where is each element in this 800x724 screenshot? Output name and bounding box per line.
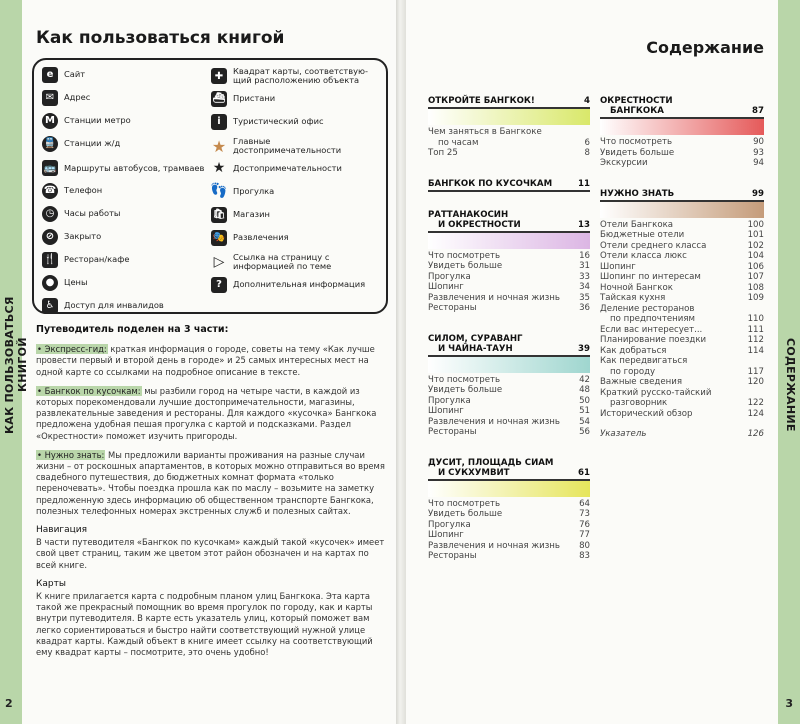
toc-entry: [600, 398, 764, 409]
toc-entry-title: Если вас интересует...: [600, 324, 703, 335]
right-page-number: 3: [785, 697, 793, 710]
toc-entry-page: 102: [747, 240, 764, 251]
legend-label: Прогулка: [233, 186, 275, 196]
metro-icon: M: [42, 113, 58, 129]
toc-entry: [428, 375, 590, 386]
toc-entry: [428, 261, 590, 272]
toc-entry-title: Шопинг: [600, 261, 636, 272]
book-gutter: [396, 0, 406, 724]
legend-label: Достопримечательности: [233, 163, 342, 173]
toc-section: [600, 96, 764, 169]
toc-section-title-line: ОТКРОЙТЕ БАНГКОК!: [428, 96, 535, 106]
toc-entry: [600, 377, 764, 388]
part2-paragraph: [36, 386, 386, 442]
toc-entry-title: Деление ресторанов: [600, 303, 695, 314]
toc-entry: [600, 314, 764, 325]
legend-label: Телефон: [64, 185, 103, 195]
toc-section: [428, 179, 590, 192]
toc-entry-title: Что посмотреть: [428, 250, 501, 261]
toc-section: [428, 96, 590, 159]
toc-entry: [600, 148, 764, 159]
legend-item: [42, 135, 211, 152]
toc-section-heading: [600, 96, 764, 119]
legend-item: [211, 206, 380, 223]
legend-label: Станции метро: [64, 115, 131, 125]
toc-entry-page: 80: [579, 540, 590, 551]
toc-entry: [428, 282, 590, 293]
toc-section-title: [428, 334, 523, 354]
toc-entry-page: 107: [747, 272, 764, 282]
toc-entry-title: Рестораны: [428, 303, 477, 313]
toc-entry-title: Развлечения и ночная жизнь: [428, 540, 560, 551]
toc-section-page: 61: [578, 467, 590, 478]
part1-paragraph: [36, 344, 386, 378]
toc-entry-page: 122: [747, 398, 764, 408]
toc-entry-page: 33: [579, 271, 590, 282]
page-link-icon: ▷: [213, 253, 225, 270]
toc-entry: [428, 509, 590, 520]
toc-section: [428, 334, 590, 438]
part3-text: Мы предложили варианты проживания на разные случаи жизни – от роскошных апартаментов, в которых можно отправиться во время свадебного путешествия, до бюджетных комнат формата «только переночевать». Чтобы поездка прошла как по маслу – возьмите на заметку предложенную здесь информацию об общественном транспорте Бангкока, полезных телефонных номерах экстренных служб и полезных сайтах.: [36, 449, 385, 516]
toc-color-band: [428, 357, 590, 373]
legend-item: [42, 205, 211, 222]
legend-label: Адрес: [64, 92, 91, 102]
toc-section-title: [428, 96, 535, 106]
toc-section: [428, 210, 590, 314]
legend-label: Сайт: [64, 69, 86, 79]
toc-entry-page: 51: [579, 406, 590, 416]
restaurant-icon: 🍴: [42, 252, 58, 268]
intro-heading: Путеводитель поделен на 3 части:: [36, 324, 229, 335]
toc-entry: [428, 396, 590, 407]
closed-icon: ⊘: [42, 229, 58, 245]
toc-entry-title: Рестораны: [428, 551, 477, 561]
toc-entry: [600, 304, 764, 315]
toc-section-page: 11: [578, 178, 590, 189]
toc-section-page: 87: [752, 106, 764, 116]
toc-entry-page: 35: [579, 292, 590, 303]
toc-entry-page: 94: [753, 158, 764, 168]
maps-text: К книге прилагается карта с подробным планом улиц Бангкока. Эта карта такой же прекрасный помощник во время прогулок по городу, как и карты внутри путеводителя. В карте есть указатель улиц, который поможет вам легко сориентироваться и быстро найти соответствующий нужной улице квадрат карты. Каждый объект в книге имеет ссылку на соответствующий ему квадрат карты – посмотрите, это очень удобно!: [36, 591, 373, 658]
toc-entry-title: Шопинг: [428, 282, 464, 292]
legend-item: [42, 89, 211, 106]
toc-section-title-line: ОКРЕСТНОСТИ: [600, 96, 673, 106]
toc-entry: [600, 158, 764, 169]
toc-section-heading: [428, 458, 590, 481]
question-icon: ?: [211, 277, 227, 293]
toc-section-title-line: РАТТАНАКОСИН: [428, 209, 509, 220]
toc-entry-page: 77: [579, 530, 590, 540]
toc-entry: [600, 283, 764, 294]
toc-entry: [428, 520, 590, 531]
legend-label: Часы работы: [64, 208, 121, 218]
legend-label: Магазин: [233, 209, 270, 219]
toc-entry-page: 100: [747, 219, 764, 230]
toc-section-title-line: ДУСИТ, ПЛОЩАДЬ СИАМ: [428, 457, 554, 468]
legend-label: Маршруты автобусов, трамваев: [64, 162, 205, 173]
toc-entry-page: 36: [579, 303, 590, 313]
toc-column-right: [600, 96, 764, 440]
legend-label: Станции ж/д: [64, 138, 121, 148]
legend-column-right: [211, 66, 380, 306]
main-sight-star-icon: ★: [211, 136, 227, 156]
contents-title: Содержание: [646, 38, 764, 57]
toc-entry-page: 42: [579, 374, 590, 385]
toc-entry-title: Шопинг: [428, 530, 464, 540]
toc-section-title: [428, 179, 552, 189]
toc-entry-title: разговорник: [610, 398, 668, 408]
part1-label: • Экспресс-гид:: [37, 344, 107, 355]
toc-entry-title: Топ 25: [428, 148, 458, 158]
toc-entry-page: 34: [579, 282, 590, 292]
toc-entry-title: по предпочтениям: [610, 314, 696, 324]
toc-entry-title: Увидеть больше: [428, 385, 503, 395]
toc-entry: [428, 303, 590, 314]
legend-label: Квадрат карты, соответствующий расположению объекта: [233, 66, 368, 85]
toc-entry: [600, 409, 764, 420]
toc-index-label: Указатель: [600, 429, 647, 439]
entertainment-icon: 🎭: [211, 230, 227, 246]
toc-section-heading: [428, 210, 590, 233]
toc-entry-page: 31: [579, 261, 590, 271]
toc-entry-title: Экскурсии: [600, 158, 648, 168]
legend-item: [211, 136, 380, 156]
intro-text: [36, 324, 386, 658]
legend-label: Ресторан/кафе: [64, 254, 130, 264]
toc-entry: [600, 220, 764, 231]
address-icon: ✉: [42, 90, 58, 106]
part2-text: мы разбили город на четыре части, в каждой из которых порекомендовали лучшие достопримечательности, магазины, развлекательные заведения и рестораны. Для каждого «кусочка» Бангкока предложена удобная пешая прогулка с картой и подсказками. Раздел «Окрестности» поможет изучить пригороды.: [36, 385, 377, 441]
left-side-label: КАК ПОЛЬЗОВАТЬСЯ КНИГОЙ: [3, 296, 29, 434]
legend-item: [211, 113, 380, 130]
legend-label: Цены: [64, 277, 88, 287]
toc-entry-page: 76: [579, 519, 590, 530]
toc-entry-page: 48: [579, 385, 590, 395]
toc-section-heading: [428, 96, 590, 109]
shop-icon: 🛍: [211, 207, 227, 223]
toc-color-band: [600, 119, 764, 135]
legend-label: Развлечения: [233, 232, 289, 242]
toc-entry: [428, 293, 590, 304]
toc-color-band: [600, 202, 764, 218]
toc-entry-title: Шопинг по интересам: [600, 272, 701, 282]
legend-item: [211, 252, 380, 272]
phone-icon: ☎: [42, 183, 58, 199]
toc-entry-page: 110: [747, 314, 764, 324]
toc-entry-page: 50: [579, 395, 590, 406]
toc-entry-title: Чем заняться в Бангкоке: [428, 127, 542, 137]
toc-color-band: [428, 109, 590, 125]
part1-text: краткая информация о городе, советы на тему «Как лучше провести первый и второй день в городе» и 25 самых интересных мест на одной карте со ссылками на подробное описание в тексте.: [36, 344, 375, 377]
toc-entry: [600, 230, 764, 241]
toc-entry: [428, 272, 590, 283]
icon-legend: [32, 58, 388, 314]
prices-icon: ●: [42, 275, 58, 291]
toc-entry-page: 83: [579, 551, 590, 561]
legend-item: [211, 160, 380, 177]
toc-entry: [600, 367, 764, 378]
toc-entry: [600, 241, 764, 252]
toc-entry-title: Шопинг: [428, 406, 464, 416]
accessibility-icon: ♿: [42, 298, 58, 314]
legend-item: [42, 158, 211, 178]
legend-label: Ссылка на страницу с информацией по теме: [233, 252, 332, 271]
toc-section-title-line: И ЧАЙНА-ТАУН: [438, 343, 513, 354]
left-page-number: 2: [5, 697, 13, 710]
toc-entry-page: 106: [747, 261, 764, 272]
toc-entry: [428, 148, 590, 159]
toc-entry-title: Что посмотреть: [600, 137, 673, 147]
legend-label: Туристический офис: [233, 116, 324, 126]
toc-entry-title: Увидеть больше: [428, 509, 503, 519]
toc-entry-title: Отели Бангкока: [600, 219, 674, 230]
toc-entry-page: 124: [747, 408, 764, 419]
toc-section-page: 4: [584, 96, 590, 106]
toc-entry-page: 8: [584, 148, 590, 158]
toc-entry-title: Ночной Бангкок: [600, 282, 673, 293]
toc-entry-title: по часам: [438, 137, 479, 148]
website-icon: e: [42, 67, 58, 83]
toc-entry: [600, 325, 764, 336]
toc-section-title-line: СИЛОМ, СУРАВАНГ: [428, 333, 523, 344]
toc-section-title: [428, 210, 521, 230]
legend-item: [42, 297, 211, 314]
legend-item: [211, 66, 380, 86]
toc-entry-page: 108: [747, 282, 764, 293]
pier-icon: ⛴: [211, 91, 227, 107]
map-grid-icon: ✚: [211, 68, 227, 84]
legend-label: Закрыто: [64, 231, 102, 241]
part3-paragraph: [36, 450, 386, 517]
legend-item: [211, 229, 380, 246]
page-title: Как пользоваться книгой: [36, 28, 285, 48]
toc-section-page: 13: [578, 219, 590, 230]
toc-entry: [428, 251, 590, 262]
legend-item: [42, 112, 211, 129]
toc-entry: [600, 272, 764, 283]
toc-entry: [428, 417, 590, 428]
toc-entry-title: Исторический обзор: [600, 408, 693, 419]
legend-label: Пристани: [233, 93, 276, 103]
toc-entry-title: Отели среднего класса: [600, 240, 707, 251]
legend-item: [211, 276, 380, 293]
toc-entry-page: 101: [747, 230, 764, 240]
right-side-label: СОДЕРЖАНИЕ: [784, 338, 797, 432]
toc-entry: [600, 335, 764, 346]
toc-section: [428, 458, 590, 562]
toc-color-band: [428, 233, 590, 249]
toc-entry-title: Развлечения и ночная жизнь: [428, 416, 560, 427]
toc-section-heading: [428, 334, 590, 357]
navigation-heading: Навигация: [36, 525, 88, 536]
toc-entry-title: Тайская кухня: [600, 293, 666, 303]
toc-section-heading: [600, 189, 764, 202]
legend-item: [42, 251, 211, 268]
right-page: [400, 0, 800, 724]
maps-heading: Карты: [36, 578, 66, 589]
legend-label: Дополнительная информация: [233, 279, 366, 289]
toc-section-title: [600, 96, 673, 116]
toc-section-page: 39: [578, 343, 590, 354]
toc-entry-title: Прогулка: [428, 519, 471, 530]
toc-entry: [428, 551, 590, 562]
legend-label: Доступ для инвалидов: [64, 300, 164, 310]
toc-entry-page: 111: [747, 324, 764, 335]
toc-section-title-line: БАНГКОК ПО КУСОЧКАМ: [428, 178, 553, 189]
navigation-text: В части путеводителя «Бангкок по кусочкам» каждый такой «кусочек» имеет свой цвет страниц, таким же цветом этот район обозначен и на картах по всей книге.: [36, 537, 385, 570]
legend-item: [42, 228, 211, 245]
walk-icon: 👣: [210, 183, 228, 199]
toc-entry-page: 109: [747, 293, 764, 303]
bus-icon: 🚌: [42, 160, 58, 176]
sight-star-icon: ★: [212, 160, 226, 176]
toc-entry-page: 117: [747, 366, 764, 377]
legend-item: [42, 274, 211, 291]
toc-entry-title: Как передвигаться: [600, 356, 688, 366]
legend-item: [42, 66, 211, 83]
toc-entry-page: 73: [579, 509, 590, 519]
clock-icon: ◷: [42, 206, 58, 222]
toc-entry: [600, 388, 764, 399]
toc-entry-title: Отели класса люкс: [600, 251, 687, 261]
toc-entry-title: по городу: [610, 366, 656, 377]
toc-entry: [600, 251, 764, 262]
toc-entry-title: Как добраться: [600, 345, 667, 356]
legend-item: [211, 90, 380, 107]
toc-entry: [428, 127, 590, 138]
toc-entry: [428, 499, 590, 510]
legend-column-left: [42, 66, 211, 311]
toc-entry-page: 90: [753, 137, 764, 147]
toc-entry: [600, 137, 764, 148]
toc-entry-page: 112: [747, 335, 764, 345]
toc-section-title: [600, 189, 674, 199]
toc-entry-title: Развлечения и ночная жизнь: [428, 292, 560, 303]
railway-icon: 🚆: [42, 136, 58, 152]
part3-label: • Нужно знать:: [37, 449, 105, 460]
toc-entry-page: 114: [747, 345, 764, 356]
toc-section-title-line: И ОКРЕСТНОСТИ: [438, 219, 521, 230]
toc-entry-page: 16: [579, 250, 590, 261]
toc-entry-page: 64: [579, 498, 590, 509]
toc-entry-page: 120: [747, 377, 764, 387]
toc-entry-page: 6: [584, 137, 590, 148]
toc-section-title-line: И СУКХУМВИТ: [438, 467, 510, 478]
toc-entry-title: Бюджетные отели: [600, 230, 685, 240]
toc-entry-title: Что посмотреть: [428, 374, 501, 385]
toc-entry: [600, 346, 764, 357]
info-icon: i: [211, 114, 227, 130]
toc-entry-title: Краткий русско-тайский: [600, 387, 712, 398]
legend-item: [211, 183, 380, 200]
toc-entry: [600, 262, 764, 273]
toc-entry: [428, 541, 590, 552]
toc-entry: [600, 293, 764, 304]
toc-entry: [428, 427, 590, 438]
legend-item: [42, 182, 211, 199]
toc-index-page: 126: [747, 429, 764, 439]
toc-section-page: 99: [752, 188, 764, 199]
toc-entry-title: Планирование поездки: [600, 335, 707, 345]
toc-entry-title: Увидеть больше: [600, 147, 675, 158]
toc-section-heading: [428, 179, 590, 192]
toc-entry-page: 54: [579, 416, 590, 427]
toc-section-title: [428, 458, 553, 478]
part2-label: • Бангкок по кусочкам:: [37, 385, 141, 396]
toc-entry-title: Прогулка: [428, 395, 471, 406]
toc-entry: [428, 385, 590, 396]
toc-column-left: [428, 96, 590, 582]
toc-entry-title: Прогулка: [428, 271, 471, 282]
toc-section-title-line: БАНГКОКА: [610, 106, 664, 116]
toc-entry: [428, 406, 590, 417]
toc-entry: [428, 138, 590, 149]
toc-entry: [600, 356, 764, 367]
toc-entry-title: Что посмотреть: [428, 498, 501, 509]
toc-color-band: [428, 481, 590, 497]
toc-entry-page: 93: [753, 147, 764, 158]
toc-entry-title: Рестораны: [428, 427, 477, 437]
toc-section: [600, 189, 764, 420]
legend-label: Главные достопримечательности: [233, 136, 342, 155]
toc-entry-title: Увидеть больше: [428, 261, 503, 271]
toc-index-entry: [600, 429, 764, 440]
toc-entry-page: 56: [579, 427, 590, 437]
toc-entry-page: 104: [747, 251, 764, 261]
toc-entry: [428, 530, 590, 541]
toc-entry-title: Важные сведения: [600, 377, 683, 387]
toc-section-title-line: НУЖНО ЗНАТЬ: [600, 188, 675, 199]
